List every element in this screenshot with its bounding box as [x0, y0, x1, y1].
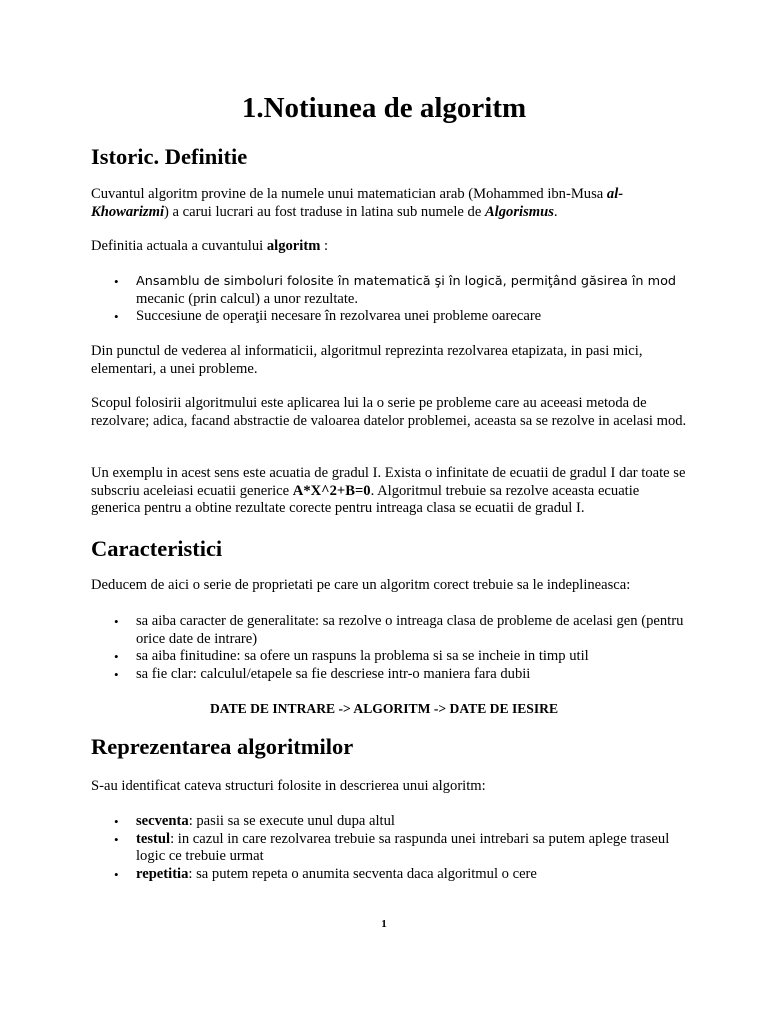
text: mecanic (prin calcul) a unor rezultate. — [136, 290, 359, 307]
list-item — [91, 831, 687, 866]
text: . — [553, 203, 558, 220]
text: Un exemplu in acest sens este acuatia de gradul I. Exista o infinitate de ecuatii de gradul I dar toate se subscriu aceleiasi ecuatii generice — [91, 465, 686, 499]
bullet-icon: • — [114, 274, 119, 289]
emphasis-al-khowarizmi: al-Khowarizmi — [91, 186, 624, 220]
list-item — [91, 648, 687, 666]
flow-line: DATE DE INTRARE -> ALGORITM -> DATE DE IESIRE — [209, 701, 559, 716]
text: Succesiune de operaţii necesare în rezolvarea unei probleme oarecare — [136, 308, 542, 324]
text: sa fie clar: calculul/etapele sa fie descriese intr-o maniera fara dubii — [136, 665, 531, 682]
properties-list — [91, 613, 687, 683]
paragraph-properties-intro: Deducem de aici o serie de proprietati pe care un algoritm corect trebuie sa le indeplineasca: — [91, 577, 631, 593]
list-item — [91, 813, 687, 831]
bullet-icon: • — [114, 649, 119, 664]
list-item — [91, 866, 687, 884]
heading-reprezentarea: Reprezentarea algoritmilor — [91, 734, 354, 759]
bullet-icon: • — [114, 614, 119, 629]
paragraph-structures-intro: S-au identificat cateva structuri folosite in descrierea unui algoritm: — [91, 778, 486, 794]
text: sa aiba finitudine: sa ofere un raspuns la problema si sa se incheie in timp util — [136, 648, 589, 664]
bullet-icon: • — [114, 866, 119, 882]
paragraph-definition-intro — [91, 238, 687, 256]
emphasis-algoritm: algoritm — [266, 238, 321, 254]
bullet-icon: • — [114, 309, 119, 324]
page-number: 1 — [381, 918, 387, 930]
text: . Algoritmul trebuie sa rezolve aceasta ecuatie generica pentru a obtine rezultate corecte pentru intreaga clasa se ecuatii de gradul I. — [91, 482, 640, 516]
definition-list — [91, 273, 687, 326]
list-item — [91, 666, 687, 684]
paragraph-example — [91, 465, 687, 518]
bullet-icon: • — [114, 814, 119, 829]
heading-istoric: Istoric. Definitie — [91, 144, 248, 169]
paragraph-informatics: Din punctul de vederea al informaticii, algoritmul reprezinta rezolvarea etapizata, in pasi mici, elementari, a unei probleme. — [91, 343, 643, 377]
paragraph-purpose: Scopul folosirii algoritmului este aplicarea lui la o serie pe probleme care au aceeasi metoda de rezolvare; adica, facand abstractie de valoarea datelor problemei, aceasta sa se rezolve in acelasi mod. — [91, 395, 687, 429]
text: : sa putem repeta o anumita secventa daca algoritmul o cere — [188, 865, 537, 882]
structures-list — [91, 813, 687, 883]
emphasis-algorismus: Algorismus — [484, 203, 554, 220]
text: Cuvantul algoritm provine de la numele unui matematician arab (Mohammed ibn-Musa — [91, 186, 607, 202]
page-title: 1.Notiunea de algoritm — [241, 92, 527, 124]
text: Ansamblu de simboluri folosite în matematică şi în logică, permiţând găsirea în mod — [136, 274, 677, 289]
term-repetitia: repetitia — [136, 865, 189, 882]
list-item — [91, 613, 687, 648]
list-item — [91, 273, 687, 308]
term-secventa: secventa — [136, 813, 189, 829]
paragraph-origin — [91, 186, 687, 221]
text: Definitia actuala a cuvantului — [91, 238, 267, 254]
text: : pasii sa se execute unul dupa altul — [188, 813, 395, 829]
list-item — [91, 308, 687, 326]
heading-caracteristici: Caracteristici — [91, 536, 223, 561]
bullet-icon: • — [114, 666, 119, 682]
text: : — [320, 238, 329, 254]
emphasis-equation: A*X^2+B=0 — [292, 482, 371, 499]
term-testul: testul — [136, 830, 171, 847]
text: sa aiba caracter de generalitate: sa rezolve o intreaga clasa de probleme de acelasi gen (pentru orice date de intrare) — [136, 613, 684, 647]
text: ) a carui lucrari au fost traduse in latina sub numele de — [164, 203, 485, 220]
bullet-icon: • — [114, 831, 119, 847]
text: : in cazul in care rezolvarea trebuie sa raspunda unei intrebari sa putem aplege traseul logic ce trebuie urmat — [136, 830, 670, 864]
